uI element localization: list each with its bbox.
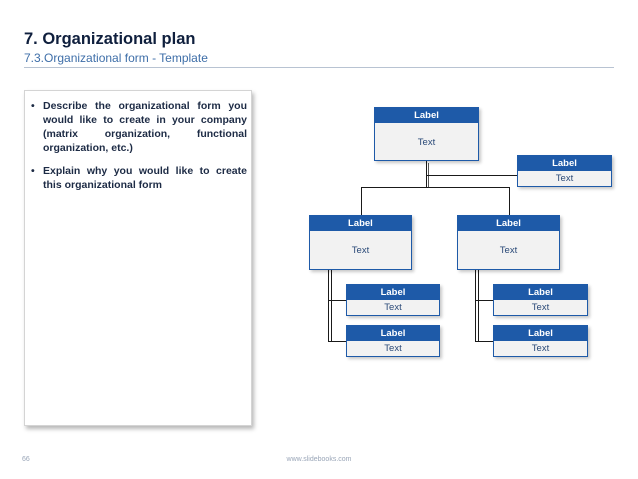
connector-line bbox=[361, 187, 509, 188]
connector-line bbox=[331, 270, 332, 342]
org-node-left-sub-2 bbox=[346, 325, 440, 357]
node-label: Label bbox=[518, 156, 611, 171]
org-node-left-sub-1 bbox=[346, 284, 440, 316]
org-node-right-sub-1 bbox=[493, 284, 588, 316]
page-subtitle: 7.3.Organizational form - Template bbox=[24, 51, 208, 65]
connector-line bbox=[361, 187, 362, 215]
org-node-right-sub-2 bbox=[493, 325, 588, 357]
node-label: Label bbox=[458, 216, 559, 231]
bullet-text: Explain why you would like to create this organizational form bbox=[43, 165, 247, 191]
connector-line bbox=[475, 270, 476, 342]
bullet-marker: • bbox=[31, 100, 35, 112]
connector-line bbox=[328, 341, 346, 342]
page-title: 7. Organizational plan bbox=[24, 30, 196, 48]
bullet-marker: • bbox=[31, 165, 35, 177]
page-number: 66 bbox=[22, 456, 30, 463]
connector-line bbox=[328, 300, 346, 301]
connector-line bbox=[328, 270, 329, 342]
node-label: Label bbox=[494, 285, 587, 300]
node-text: Text bbox=[555, 173, 574, 184]
connector-line bbox=[427, 175, 517, 176]
footer-url: www.slidebooks.com bbox=[286, 456, 352, 463]
connector-line bbox=[475, 300, 493, 301]
org-node-left-unit bbox=[309, 215, 412, 270]
org-node-staff bbox=[517, 155, 612, 187]
node-label: Label bbox=[375, 108, 478, 123]
org-node-top bbox=[374, 107, 479, 161]
connector-line bbox=[478, 270, 479, 342]
node-text: Text bbox=[384, 343, 402, 354]
bullet-text: Describe the organizational form you would like to create in your company (matrix organization, functional organization, etc.) bbox=[43, 100, 247, 154]
node-text: Text bbox=[351, 245, 370, 256]
node-text: Text bbox=[499, 245, 518, 256]
connector-line bbox=[475, 341, 493, 342]
connector-line bbox=[426, 160, 427, 188]
node-text: Text bbox=[384, 302, 402, 313]
node-label: Label bbox=[347, 285, 439, 300]
connector-line bbox=[509, 187, 510, 215]
node-label: Label bbox=[494, 326, 587, 341]
node-text: Text bbox=[417, 137, 436, 148]
node-text: Text bbox=[531, 302, 550, 313]
node-text: Text bbox=[531, 343, 550, 354]
org-node-right-unit bbox=[457, 215, 560, 270]
node-label: Label bbox=[347, 326, 439, 341]
node-label: Label bbox=[310, 216, 411, 231]
